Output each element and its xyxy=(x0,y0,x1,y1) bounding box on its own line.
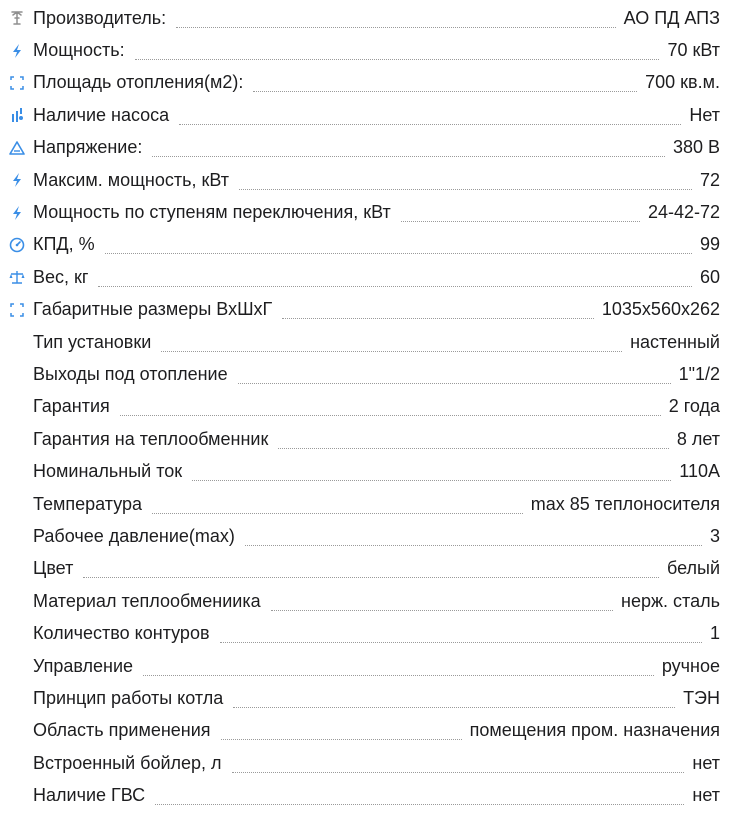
icon-placeholder xyxy=(0,585,33,617)
spec-row xyxy=(0,358,730,390)
spec-label: Гарантия xyxy=(33,396,110,417)
spec-value: настенный xyxy=(630,331,720,352)
spec-value: нет xyxy=(692,752,720,773)
spec-label: Габаритные размеры ВхШхГ xyxy=(33,299,273,320)
spec-label: Тип установки xyxy=(33,331,152,352)
spec-row xyxy=(0,326,730,358)
spec-value: ТЭН xyxy=(683,687,720,708)
icon-placeholder xyxy=(0,423,33,455)
dotted-leader xyxy=(192,480,671,481)
spec-value: 3 xyxy=(709,525,720,546)
dotted-leader xyxy=(253,91,637,92)
dotted-leader xyxy=(83,577,659,578)
spec-label: Гарантия на теплообменник xyxy=(33,428,269,449)
icon-placeholder xyxy=(0,650,33,682)
dotted-leader xyxy=(143,675,654,676)
dotted-leader xyxy=(239,189,692,190)
spec-value: АО ПД АПЗ xyxy=(623,7,720,28)
spec-label: КПД, % xyxy=(33,234,95,255)
spec-row xyxy=(0,520,730,552)
spec-value: помещения пром. назначения xyxy=(469,720,720,741)
icon-placeholder xyxy=(0,682,33,714)
icon-placeholder xyxy=(0,779,33,811)
dotted-leader xyxy=(105,253,692,254)
lightning-icon xyxy=(0,34,33,66)
spec-value: max 85 теплоносителя xyxy=(530,493,720,514)
spec-value: нерж. сталь xyxy=(621,590,720,611)
dotted-leader xyxy=(98,286,692,287)
spec-label: Рабочее давление(max) xyxy=(33,525,235,546)
spec-row xyxy=(0,196,730,228)
spec-row xyxy=(0,391,730,423)
dotted-leader xyxy=(245,545,702,546)
icon-placeholder xyxy=(0,747,33,779)
dotted-leader xyxy=(282,318,594,319)
spec-value: ручное xyxy=(661,655,720,676)
spec-row xyxy=(0,553,730,585)
spec-row xyxy=(0,779,730,811)
spec-row xyxy=(0,164,730,196)
area-expand-icon xyxy=(0,294,33,326)
lightning-icon xyxy=(0,164,33,196)
spec-row xyxy=(0,715,730,747)
spec-label: Принцип работы котла xyxy=(33,687,224,708)
dotted-leader xyxy=(278,448,668,449)
dotted-leader xyxy=(232,772,685,773)
spec-row xyxy=(0,423,730,455)
spec-row xyxy=(0,2,730,34)
spec-value: Нет xyxy=(689,104,720,125)
dotted-leader xyxy=(179,124,681,125)
spec-row xyxy=(0,34,730,66)
spec-row xyxy=(0,682,730,714)
area-expand-icon xyxy=(0,67,33,99)
icon-placeholder xyxy=(0,358,33,390)
spec-value: белый xyxy=(666,558,720,579)
spec-label: Управление xyxy=(33,655,134,676)
spec-value: 70 кВт xyxy=(667,40,720,61)
spec-label: Вес, кг xyxy=(33,266,89,287)
spec-label: Площадь отопления(м2): xyxy=(33,72,244,93)
spec-value: 1035x560x262 xyxy=(601,299,720,320)
spec-value: 99 xyxy=(699,234,720,255)
icon-placeholder xyxy=(0,455,33,487)
spec-value: 60 xyxy=(699,266,720,287)
dotted-leader xyxy=(238,383,671,384)
spec-row xyxy=(0,747,730,779)
spec-value: 24-42-72 xyxy=(647,202,720,223)
icon-placeholder xyxy=(0,326,33,358)
spec-label: Производитель: xyxy=(33,7,167,28)
gauge-icon xyxy=(0,229,33,261)
icon-placeholder xyxy=(0,391,33,423)
spec-value: 1 xyxy=(709,623,720,644)
spec-label: Выходы под отопление xyxy=(33,363,228,384)
icon-placeholder xyxy=(0,520,33,552)
spec-label: Мощность: xyxy=(33,40,125,61)
spec-value: 110А xyxy=(679,461,720,482)
dotted-leader xyxy=(271,610,613,611)
spec-value: 1"1/2 xyxy=(678,363,720,384)
spec-value: нет xyxy=(692,785,720,806)
spec-label: Наличие насоса xyxy=(33,104,170,125)
spec-row xyxy=(0,99,730,131)
spec-value: 700 кв.м. xyxy=(645,72,720,93)
spec-row xyxy=(0,585,730,617)
warning-triangle-icon xyxy=(0,132,33,164)
pump-icon xyxy=(0,99,33,131)
dotted-leader xyxy=(120,415,661,416)
spec-label: Номинальный ток xyxy=(33,461,183,482)
spec-label: Наличие ГВС xyxy=(33,785,146,806)
icon-placeholder xyxy=(0,488,33,520)
dotted-leader xyxy=(176,27,616,28)
spec-label: Температура xyxy=(33,493,143,514)
dotted-leader xyxy=(233,707,675,708)
spec-row xyxy=(0,132,730,164)
spec-label: Напряжение: xyxy=(33,137,143,158)
spec-label: Максим. мощность, кВт xyxy=(33,169,230,190)
spec-label: Встроенный бойлер, л xyxy=(33,752,222,773)
dotted-leader xyxy=(152,513,523,514)
spec-row xyxy=(0,650,730,682)
dotted-leader xyxy=(401,221,640,222)
lightning-icon xyxy=(0,196,33,228)
spec-value: 380 В xyxy=(672,137,720,158)
dotted-leader xyxy=(161,351,622,352)
dotted-leader xyxy=(220,642,702,643)
icon-placeholder xyxy=(0,715,33,747)
icon-placeholder xyxy=(0,553,33,585)
spec-row xyxy=(0,294,730,326)
spec-label: Цвет xyxy=(33,558,74,579)
spec-row xyxy=(0,261,730,293)
spec-value: 2 года xyxy=(668,396,720,417)
dotted-leader xyxy=(155,804,684,805)
dotted-leader xyxy=(152,156,665,157)
spec-row xyxy=(0,488,730,520)
dotted-leader xyxy=(135,59,660,60)
spec-label: Мощность по ступеням переключения, кВт xyxy=(33,202,391,223)
scales-icon xyxy=(0,261,33,293)
spec-label: Материал теплообмениика xyxy=(33,590,261,611)
spec-row xyxy=(0,617,730,649)
manufacturer-icon xyxy=(0,2,33,34)
spec-row xyxy=(0,455,730,487)
dotted-leader xyxy=(221,739,462,740)
icon-placeholder xyxy=(0,617,33,649)
spec-value: 72 xyxy=(699,169,720,190)
spec-label: Область применения xyxy=(33,720,211,741)
spec-value: 8 лет xyxy=(676,428,720,449)
spec-label: Количество контуров xyxy=(33,623,210,644)
spec-row xyxy=(0,67,730,99)
spec-row xyxy=(0,229,730,261)
